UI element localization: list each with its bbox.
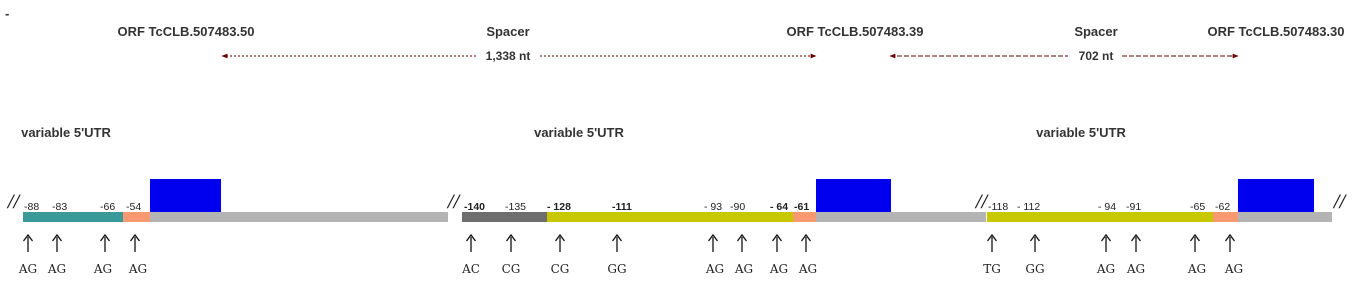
utr-1-position: -88 xyxy=(24,201,40,213)
splice-site-arrow-icon xyxy=(131,235,140,252)
utr-3-position: -91 xyxy=(1126,201,1142,213)
utr-1-site-label: AG xyxy=(93,262,113,276)
utr-1-site-label: AG xyxy=(47,262,67,276)
splice-site-arrow-icon xyxy=(24,235,33,252)
utr-2-position: - 128 xyxy=(547,201,571,213)
backbone-1 xyxy=(150,212,448,222)
utr-2-position: -135 xyxy=(505,201,527,213)
utr-1-site-label: AG xyxy=(128,262,148,276)
orf-box-30 xyxy=(1238,179,1314,212)
utr-1-orange-segment xyxy=(123,212,150,222)
utr-1-site-label: AG xyxy=(18,262,38,276)
spacer-length-1: 1,338 nt xyxy=(485,49,531,63)
orf-box-50 xyxy=(150,179,221,212)
backbone-3 xyxy=(1238,212,1332,222)
utr-3-position: - 94 xyxy=(1098,201,1117,213)
orf-label-50: ORF TcCLB.507483.50 xyxy=(117,24,255,39)
utr-2-position: - 93 xyxy=(704,201,723,213)
corner-mark: - xyxy=(5,6,10,21)
utr-3-site-label: TG xyxy=(983,262,1001,276)
backbone-2 xyxy=(816,212,986,222)
utr-2-dark-segment xyxy=(462,212,547,222)
splice-site-arrow-icon xyxy=(738,235,747,252)
utr-label-3: variable 5'UTR xyxy=(1036,125,1126,140)
utr-1-position: -66 xyxy=(100,201,116,213)
utr-3-site-label: GG xyxy=(1025,262,1045,276)
splice-site-arrow-icon xyxy=(613,235,622,252)
utr-2-position: -61 xyxy=(794,201,810,213)
splice-site-arrow-icon xyxy=(1132,235,1141,252)
utr-3-site-label: AG xyxy=(1187,262,1207,276)
splice-site-arrow-icon xyxy=(988,235,997,252)
break-mark-1: // xyxy=(8,192,20,212)
utr-3-orange-segment xyxy=(1213,212,1238,222)
splice-site-arrow-icon xyxy=(1031,235,1040,252)
utr-2-position: -111 xyxy=(612,201,632,213)
utr-2-site-label: CG xyxy=(501,262,521,276)
splice-site-arrow-icon xyxy=(53,235,62,252)
splice-site-arrow-icon xyxy=(709,235,718,252)
utr-3-site-label: AG xyxy=(1096,262,1116,276)
spacer-label-2: Spacer xyxy=(1074,24,1118,39)
utr-1-position: -54 xyxy=(126,201,142,213)
utr-2-site-label: GG xyxy=(607,262,627,276)
utr-2-site-label: AG xyxy=(769,262,789,276)
utr-2-site-label: CG xyxy=(550,262,570,276)
spacer-length-2: 702 nt xyxy=(1078,49,1114,63)
utr-3-olive-segment xyxy=(987,212,1213,222)
utr-3-site-label: AG xyxy=(1126,262,1146,276)
utr-2-position: -90 xyxy=(730,201,746,213)
utr-3-site-label: AG xyxy=(1224,262,1244,276)
utr-2-site-label: AC xyxy=(462,262,480,276)
break-mark-2: // xyxy=(448,192,460,212)
utr-2-site-label: AG xyxy=(798,262,818,276)
splice-site-arrow-icon xyxy=(802,235,811,252)
splice-site-arrow-icon xyxy=(1102,235,1111,252)
splice-site-arrow-icon xyxy=(101,235,110,252)
splice-site-arrow-icon xyxy=(467,235,476,252)
break-mark-3: // xyxy=(976,192,988,212)
utr-2-position: - 64 xyxy=(770,201,789,213)
utr-3-position: -62 xyxy=(1215,201,1231,213)
splice-site-arrow-icon xyxy=(507,235,516,252)
utr-2-site-label: AG xyxy=(734,262,754,276)
break-mark-4: // xyxy=(1334,192,1346,212)
utr-1-teal-segment xyxy=(23,212,123,222)
utr-label-1: variable 5'UTR xyxy=(21,125,111,140)
utr-2-orange-segment xyxy=(793,212,816,222)
orf-label-39: ORF TcCLB.507483.39 xyxy=(786,24,924,39)
utr-3-position: -65 xyxy=(1190,201,1206,213)
utr-label-2: variable 5'UTR xyxy=(534,125,624,140)
orf-label-30: ORF TcCLB.507483.30 xyxy=(1207,24,1345,39)
utr-1-position: -83 xyxy=(52,201,68,213)
utr-3-position: - 112 xyxy=(1017,201,1041,213)
splice-site-arrow-icon xyxy=(773,235,782,252)
orf-box-39 xyxy=(816,179,891,212)
splice-site-arrow-icon xyxy=(1226,235,1235,252)
splice-site-arrow-icon xyxy=(1191,235,1200,252)
utr-2-position: -140 xyxy=(464,201,486,213)
utr-2-olive-segment xyxy=(547,212,793,222)
splice-site-arrow-icon xyxy=(556,235,565,252)
utr-2-site-label: AG xyxy=(705,262,725,276)
utr-3-position: -118 xyxy=(988,201,1009,213)
spacer-label-1: Spacer xyxy=(486,24,530,39)
